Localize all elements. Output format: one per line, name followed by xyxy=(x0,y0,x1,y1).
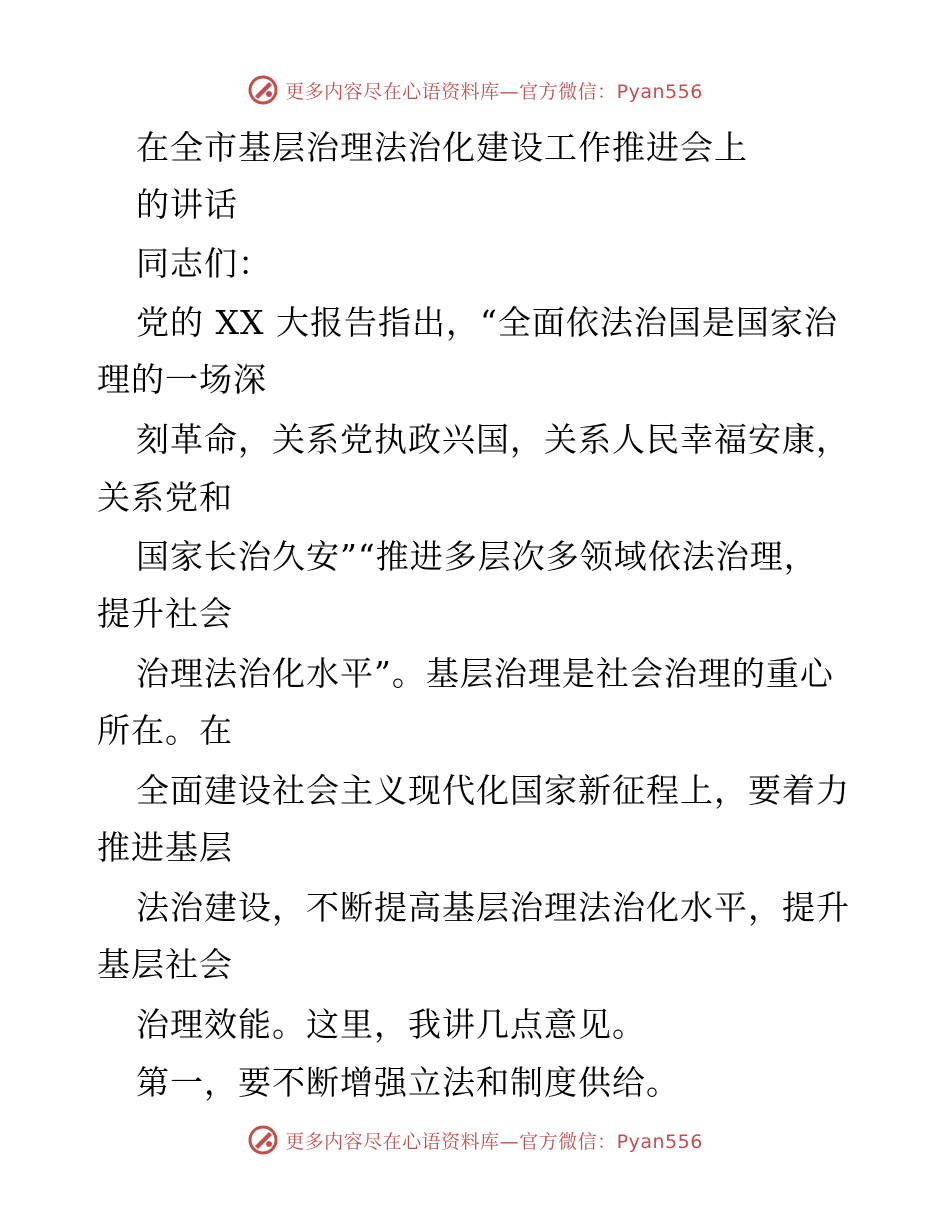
paragraph-line: 治理效能。这里，我讲几点意见。 xyxy=(136,1005,646,1044)
paragraph-line: 刻革命，关系党执政兴国，关系人民幸福安康， xyxy=(136,420,850,459)
brand-logo-icon xyxy=(247,74,279,106)
salutation: 同志们： xyxy=(136,244,272,283)
speech-title-line-1: 在全市基层治理法治化建设工作推进会上 xyxy=(136,128,748,167)
paragraph-line: 推进基层 xyxy=(97,828,233,867)
footer-banner-text: 更多内容尽在心语资料库—官方微信：Pyan556 xyxy=(285,1130,703,1153)
paragraph-line: 提升社会 xyxy=(97,594,233,633)
paragraph-line: 全面建设社会主义现代化国家新征程上，要着力 xyxy=(136,771,850,810)
section-heading-first: 第一，要不断增强立法和制度供给。 xyxy=(136,1063,680,1102)
footer-watermark-banner xyxy=(0,1120,950,1160)
speech-title-line-2: 的讲话 xyxy=(136,185,238,224)
paragraph-line: 法治建设，不断提高基层治理法治化水平，提升 xyxy=(136,888,850,927)
paragraph-line: 理的一场深 xyxy=(97,360,267,399)
paragraph-line: 基层社会 xyxy=(97,945,233,984)
paragraph-line: 所在。在 xyxy=(97,711,233,750)
paragraph-line: 关系党和 xyxy=(97,478,233,517)
header-banner-text: 更多内容尽在心语资料库—官方微信：Pyan556 xyxy=(285,80,703,103)
paragraph-line: 国家长治久安”“推进多层次多领域依法治理， xyxy=(136,537,818,576)
paragraph-line: 党的 XX 大报告指出，“全面依法治国是国家治 xyxy=(136,303,838,342)
paragraph-line: 治理法治化水平”。基层治理是社会治理的重心 xyxy=(136,654,834,693)
brand-logo-icon xyxy=(247,1124,279,1156)
header-watermark-banner xyxy=(0,70,950,110)
